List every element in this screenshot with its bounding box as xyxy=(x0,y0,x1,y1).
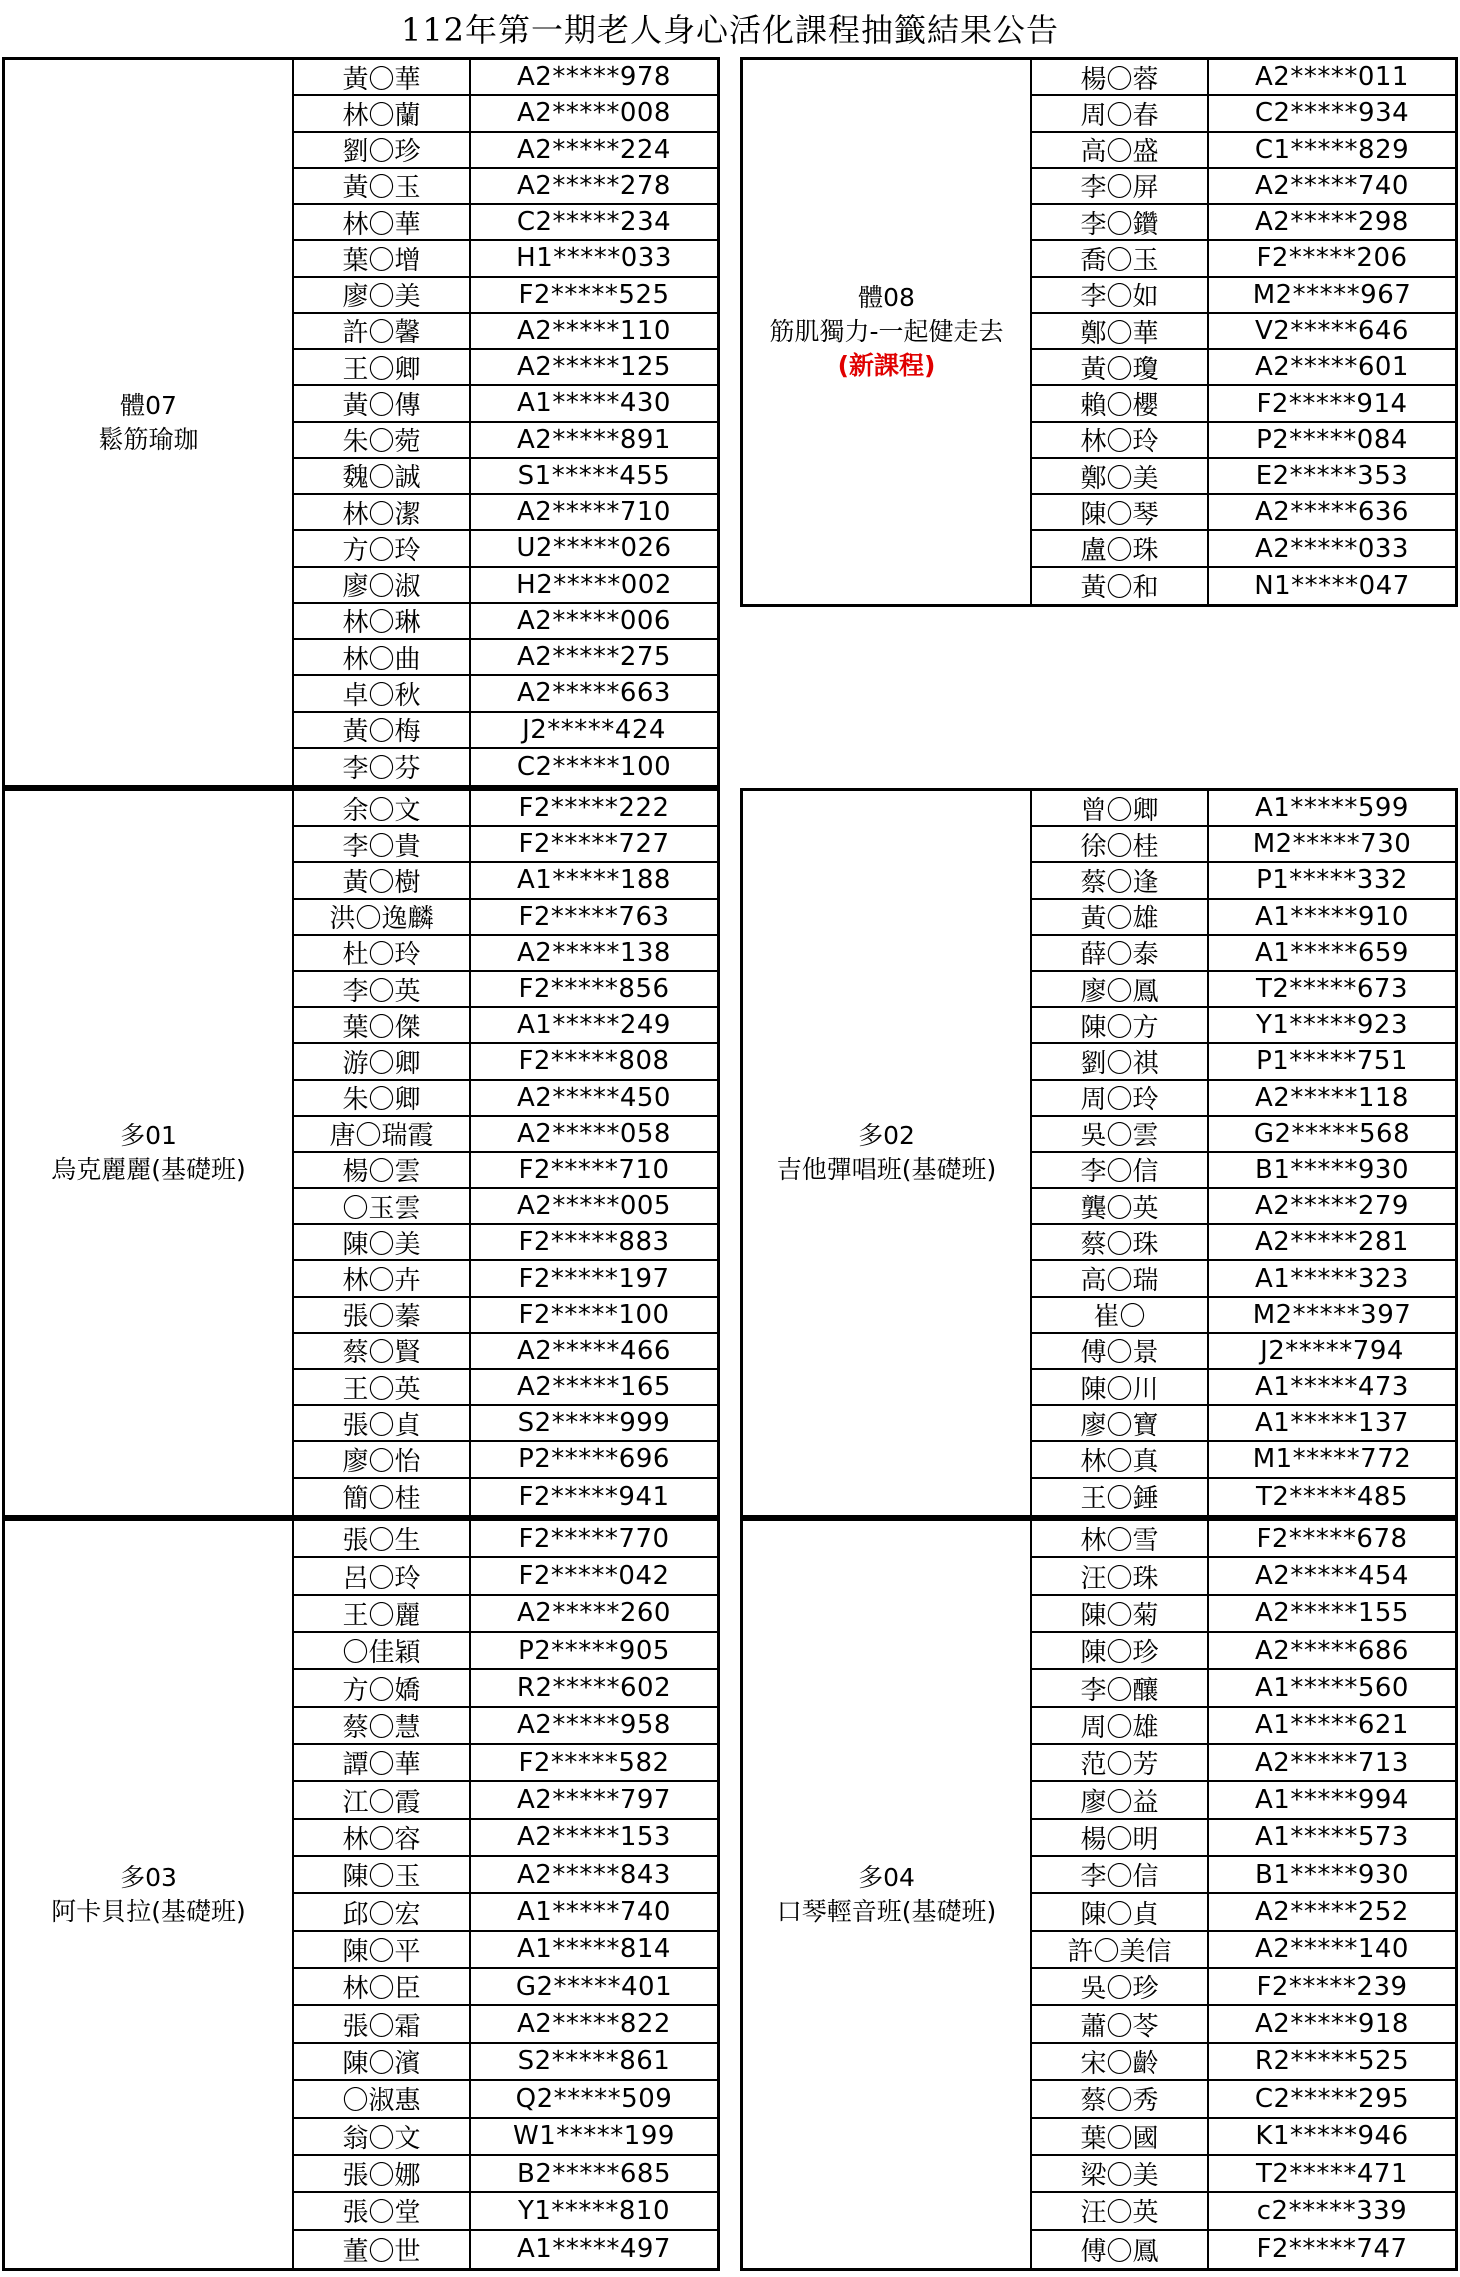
participant-id: R2*****602 xyxy=(471,1670,717,1707)
participant-id: A2*****140 xyxy=(1209,1932,1455,1969)
participant-name: 周〇春 xyxy=(1032,96,1207,132)
participant-name: 王〇英 xyxy=(294,1370,469,1406)
course-name: 口琴輕音班(基礎班) xyxy=(776,1896,997,1926)
participant-id: A1*****814 xyxy=(471,1932,717,1969)
course-label xyxy=(5,1521,294,2268)
participant-name: 方〇嬌 xyxy=(294,1670,469,1707)
participant-name: 張〇堂 xyxy=(294,2193,469,2230)
participant-name: 蔡〇賢 xyxy=(294,1334,469,1370)
participant-id: F2*****770 xyxy=(471,1521,717,1558)
id-column xyxy=(471,60,717,785)
participant-id: R2*****525 xyxy=(1209,2044,1455,2081)
participant-id: A2*****006 xyxy=(471,604,717,640)
participant-name: 林〇卉 xyxy=(294,1261,469,1297)
participant-name: 黃〇瓊 xyxy=(1032,350,1207,386)
participant-id: A2*****005 xyxy=(471,1189,717,1225)
participant-name: 朱〇卿 xyxy=(294,1081,469,1117)
participant-id: A2*****275 xyxy=(471,640,717,676)
participant-id: A1*****137 xyxy=(1209,1406,1455,1442)
participant-name: 劉〇祺 xyxy=(1032,1044,1207,1080)
participant-id: W1*****199 xyxy=(471,2119,717,2156)
participant-id: F2*****763 xyxy=(471,900,717,936)
participant-id: A2*****281 xyxy=(1209,1225,1455,1261)
participant-name: 劉〇珍 xyxy=(294,133,469,169)
participant-name: 李〇屏 xyxy=(1032,169,1207,205)
participant-name: 陳〇平 xyxy=(294,1932,469,1969)
participant-name: 張〇娜 xyxy=(294,2156,469,2193)
participant-id: N1*****047 xyxy=(1254,570,1410,601)
participant-name: 李〇芬 xyxy=(342,754,421,785)
participant-name: 林〇臣 xyxy=(294,1969,469,2006)
course-name: 鬆筋瑜珈 xyxy=(98,424,199,454)
course-name: 烏克麗麗(基礎班) xyxy=(51,1155,246,1184)
participant-name: 蔡〇秀 xyxy=(1032,2081,1207,2118)
participant-name: 蕭〇苓 xyxy=(1032,2006,1207,2043)
course-block xyxy=(740,57,1458,607)
participant-name: 徐〇桂 xyxy=(1032,827,1207,863)
participant-name: 唐〇瑞霞 xyxy=(294,1117,469,1153)
course-label xyxy=(5,791,294,1515)
participant-id: P1*****332 xyxy=(1209,863,1455,899)
participant-id: F2*****727 xyxy=(471,827,717,863)
participant-id: A2*****843 xyxy=(471,1857,717,1894)
course-block xyxy=(2,788,720,1518)
participant-name: 崔〇 xyxy=(1032,1298,1207,1334)
participant-name: 張〇蓁 xyxy=(294,1298,469,1334)
participant-id: A2*****601 xyxy=(1209,350,1455,386)
participant-name: 朱〇菀 xyxy=(294,423,469,459)
participant-name: 汪〇珠 xyxy=(1032,1558,1207,1595)
participant-name: 林〇容 xyxy=(294,1820,469,1857)
participant-name: 黃〇華 xyxy=(294,60,469,96)
participant-id: A2*****450 xyxy=(471,1081,717,1117)
participant-id: B1*****930 xyxy=(1209,1857,1455,1894)
course-label xyxy=(743,1521,1032,2268)
participant-name: 范〇芳 xyxy=(1032,1745,1207,1782)
participant-id: A2*****978 xyxy=(471,60,717,96)
participant-name: 陳〇美 xyxy=(294,1225,469,1261)
participant-name: 林〇曲 xyxy=(294,640,469,676)
participant-name: 廖〇怡 xyxy=(294,1442,469,1478)
participant-id: A2*****278 xyxy=(471,169,717,205)
participant-id: A2*****891 xyxy=(471,423,717,459)
participant-name: 李〇英 xyxy=(294,972,469,1008)
participant-id: C2*****295 xyxy=(1209,2081,1455,2118)
participant-name: 楊〇雲 xyxy=(294,1153,469,1189)
course-block xyxy=(2,57,720,788)
participant-name: 卓〇秋 xyxy=(294,676,469,712)
id-column xyxy=(1209,1521,1455,2268)
name-column xyxy=(294,791,471,1515)
participant-id: F2*****206 xyxy=(1209,241,1455,277)
participant-id: A1*****994 xyxy=(1209,1782,1455,1819)
participant-name: 蔡〇慧 xyxy=(294,1708,469,1745)
participant-id: A2*****118 xyxy=(1209,1081,1455,1117)
course-code: 多04 xyxy=(858,1862,915,1892)
participant-id: C2*****934 xyxy=(1209,96,1455,132)
page-title: 112年第一期老人身心活化課程抽籤結果公告 xyxy=(400,11,1060,49)
participant-id: A2*****058 xyxy=(471,1117,717,1153)
participant-name: 鄭〇華 xyxy=(1032,314,1207,350)
participant-name: 周〇雄 xyxy=(1032,1708,1207,1745)
participant-id: M2*****730 xyxy=(1209,827,1455,863)
participant-id: F2*****042 xyxy=(471,1558,717,1595)
participant-name: 薛〇泰 xyxy=(1032,936,1207,972)
participant-id: C2*****100 xyxy=(516,751,672,782)
participant-name: 翁〇文 xyxy=(294,2119,469,2156)
participant-id: F2*****239 xyxy=(1209,1969,1455,2006)
course-label xyxy=(743,60,1032,604)
participant-id: P2*****905 xyxy=(471,1633,717,1670)
participant-name: 邱〇宏 xyxy=(294,1894,469,1931)
participant-id: U2*****026 xyxy=(471,531,717,567)
participant-id: Y1*****923 xyxy=(1209,1008,1455,1044)
participant-id: A2*****466 xyxy=(471,1334,717,1370)
participant-name: 蔡〇逢 xyxy=(1032,863,1207,899)
participant-id: A1*****188 xyxy=(471,863,717,899)
course-block xyxy=(740,1518,1458,2271)
participant-name: 葉〇傑 xyxy=(294,1008,469,1044)
participant-id: F2*****197 xyxy=(471,1261,717,1297)
participant-id: S1*****455 xyxy=(471,459,717,495)
participant-id: A2*****165 xyxy=(471,1370,717,1406)
name-column xyxy=(1032,791,1209,1515)
participant-name: 廖〇益 xyxy=(1032,1782,1207,1819)
participant-id: F2*****222 xyxy=(471,791,717,827)
participant-name: 陳〇方 xyxy=(1032,1008,1207,1044)
participant-name: 陳〇玉 xyxy=(294,1857,469,1894)
participant-name: 〇玉雲 xyxy=(294,1189,469,1225)
participant-id: A1*****599 xyxy=(1209,791,1455,827)
participant-name: 洪〇逸麟 xyxy=(294,900,469,936)
participant-name: 廖〇鳳 xyxy=(1032,972,1207,1008)
participant-id: F2*****582 xyxy=(471,1745,717,1782)
participant-name: 宋〇齡 xyxy=(1032,2044,1207,2081)
participant-id: A2*****224 xyxy=(471,133,717,169)
participant-name: 李〇信 xyxy=(1032,1153,1207,1189)
participant-name: 曾〇卿 xyxy=(1032,791,1207,827)
participant-id: F2*****883 xyxy=(471,1225,717,1261)
participant-id: M2*****967 xyxy=(1209,278,1455,314)
participant-id: A2*****822 xyxy=(471,2006,717,2043)
participant-name: 龔〇英 xyxy=(1032,1189,1207,1225)
participant-name: 蔡〇珠 xyxy=(1032,1225,1207,1261)
participant-id: A2*****663 xyxy=(471,676,717,712)
participant-id: A2*****918 xyxy=(1209,2006,1455,2043)
participant-name: 王〇錘 xyxy=(1080,1484,1159,1515)
participant-id: F2*****525 xyxy=(471,278,717,314)
participant-id: F2*****856 xyxy=(471,972,717,1008)
participant-name: 吳〇珍 xyxy=(1032,1969,1207,2006)
participant-name: 黃〇玉 xyxy=(294,169,469,205)
name-column xyxy=(294,60,471,785)
participant-id: A1*****910 xyxy=(1209,900,1455,936)
participant-name: 高〇盛 xyxy=(1032,133,1207,169)
participant-name: 張〇霜 xyxy=(294,2006,469,2043)
course-block xyxy=(740,788,1458,1518)
participant-name: 吳〇雲 xyxy=(1032,1117,1207,1153)
participant-name: 葉〇增 xyxy=(294,241,469,277)
participant-id: S2*****861 xyxy=(471,2044,717,2081)
participant-name: 葉〇國 xyxy=(1032,2119,1207,2156)
participant-id: A2*****279 xyxy=(1209,1189,1455,1225)
participant-id: M1*****772 xyxy=(1209,1442,1455,1478)
participant-name: 王〇卿 xyxy=(294,350,469,386)
participant-name: 喬〇玉 xyxy=(1032,241,1207,277)
participant-name: 〇佳穎 xyxy=(294,1633,469,1670)
participant-name: 江〇霞 xyxy=(294,1782,469,1819)
participant-name: 譚〇華 xyxy=(294,1745,469,1782)
participant-id: P1*****751 xyxy=(1209,1044,1455,1080)
participant-id: G2*****568 xyxy=(1209,1117,1455,1153)
participant-name: 陳〇珍 xyxy=(1032,1633,1207,1670)
participant-id: A1*****740 xyxy=(471,1894,717,1931)
participant-name: 梁〇美 xyxy=(1032,2156,1207,2193)
participant-id: A2*****153 xyxy=(471,1820,717,1857)
participant-id: A2*****260 xyxy=(471,1596,717,1633)
participant-name: 許〇美信 xyxy=(1032,1932,1207,1969)
participant-id: F2*****100 xyxy=(471,1298,717,1334)
participant-name: 汪〇英 xyxy=(1032,2193,1207,2230)
id-column xyxy=(471,791,717,1515)
participant-name: 許〇馨 xyxy=(294,314,469,350)
participant-name: 黃〇和 xyxy=(1080,573,1159,604)
participant-id: F2*****808 xyxy=(471,1044,717,1080)
participant-id: A1*****323 xyxy=(1209,1261,1455,1297)
participant-id: V2*****646 xyxy=(1209,314,1455,350)
id-column xyxy=(1209,791,1455,1515)
participant-name: 〇淑惠 xyxy=(294,2081,469,2118)
name-column xyxy=(1032,60,1209,604)
participant-id: T2*****485 xyxy=(1255,1481,1409,1512)
participant-id: C2*****234 xyxy=(471,205,717,241)
participant-name: 陳〇菊 xyxy=(1032,1596,1207,1633)
participant-name: 鄭〇美 xyxy=(1032,459,1207,495)
participant-name: 李〇貴 xyxy=(294,827,469,863)
participant-id: H2*****002 xyxy=(471,568,717,604)
participant-id: A1*****560 xyxy=(1209,1670,1455,1707)
participant-name: 方〇玲 xyxy=(294,531,469,567)
participant-id: J2*****794 xyxy=(1209,1334,1455,1370)
participant-name: 廖〇美 xyxy=(294,278,469,314)
participant-id: A2*****110 xyxy=(471,314,717,350)
course-code: 體07 xyxy=(120,390,177,420)
participant-name: 余〇文 xyxy=(294,791,469,827)
course-block xyxy=(2,1518,720,2271)
participant-id: A1*****573 xyxy=(1209,1820,1455,1857)
participant-id: T2*****673 xyxy=(1209,972,1455,1008)
participant-id: c2*****339 xyxy=(1209,2193,1455,2230)
participant-name: 簡〇桂 xyxy=(342,1484,421,1515)
participant-name: 賴〇櫻 xyxy=(1032,386,1207,422)
participant-name: 李〇信 xyxy=(1032,1857,1207,1894)
course-code: 多03 xyxy=(120,1862,177,1892)
participant-name: 李〇如 xyxy=(1032,278,1207,314)
participant-id: P2*****696 xyxy=(471,1442,717,1478)
participant-id: A2*****710 xyxy=(471,495,717,531)
participant-name: 李〇釀 xyxy=(1032,1670,1207,1707)
id-column xyxy=(1209,60,1455,604)
participant-id: F2*****747 xyxy=(1256,2234,1408,2265)
participant-name: 林〇潔 xyxy=(294,495,469,531)
participant-id: A2*****740 xyxy=(1209,169,1455,205)
participant-name: 盧〇珠 xyxy=(1032,531,1207,567)
participant-name: 李〇鑽 xyxy=(1032,205,1207,241)
participant-id: A2*****454 xyxy=(1209,1558,1455,1595)
participant-id: A2*****252 xyxy=(1209,1894,1455,1931)
participant-id: Q2*****509 xyxy=(471,2081,717,2118)
participant-name: 傅〇鳳 xyxy=(1080,2236,1159,2267)
participant-id: A2*****686 xyxy=(1209,1633,1455,1670)
course-label xyxy=(743,791,1032,1515)
course-code: 多02 xyxy=(858,1121,915,1150)
participant-name: 楊〇明 xyxy=(1032,1820,1207,1857)
participant-id: A1*****497 xyxy=(517,2234,671,2265)
id-column xyxy=(471,1521,717,2268)
participant-name: 周〇玲 xyxy=(1032,1081,1207,1117)
name-column xyxy=(294,1521,471,2268)
participant-id: A2*****125 xyxy=(471,350,717,386)
participant-id: E2*****353 xyxy=(1209,459,1455,495)
course-label xyxy=(5,60,294,785)
participant-name: 林〇華 xyxy=(294,205,469,241)
participant-id: P2*****084 xyxy=(1209,423,1455,459)
participant-name: 黃〇傳 xyxy=(294,386,469,422)
participant-id: S2*****999 xyxy=(471,1406,717,1442)
participant-id: K1*****946 xyxy=(1209,2119,1455,2156)
participant-id: F2*****678 xyxy=(1209,1521,1455,1558)
participant-id: Y1*****810 xyxy=(471,2193,717,2230)
participant-id: A1*****473 xyxy=(1209,1370,1455,1406)
course-name: 筋肌獨力-一起健走去 xyxy=(769,317,1004,346)
participant-name: 楊〇蓉 xyxy=(1032,60,1207,96)
participant-name: 黃〇雄 xyxy=(1032,900,1207,936)
participant-name: 董〇世 xyxy=(342,2236,421,2267)
participant-id: A2*****138 xyxy=(471,936,717,972)
participant-name: 傅〇景 xyxy=(1032,1334,1207,1370)
participant-id: A2*****636 xyxy=(1209,495,1455,531)
participant-id: A1*****659 xyxy=(1209,936,1455,972)
participant-name: 林〇蘭 xyxy=(294,96,469,132)
course-name: 阿卡貝拉(基礎班) xyxy=(51,1896,246,1926)
participant-id: H1*****033 xyxy=(471,241,717,277)
participant-name: 林〇真 xyxy=(1032,1442,1207,1478)
participant-id: C1*****829 xyxy=(1209,133,1455,169)
participant-name: 林〇琳 xyxy=(294,604,469,640)
participant-name: 杜〇玲 xyxy=(294,936,469,972)
participant-name: 王〇麗 xyxy=(294,1596,469,1633)
course-name: 吉他彈唱班(基礎班) xyxy=(776,1155,997,1184)
participant-id: A2*****033 xyxy=(1209,531,1455,567)
participant-id: A1*****249 xyxy=(471,1008,717,1044)
participant-id: J2*****424 xyxy=(471,713,717,749)
course-code: 多01 xyxy=(120,1121,177,1150)
course-code: 體08 xyxy=(858,283,915,312)
participant-name: 林〇玲 xyxy=(1032,423,1207,459)
participant-id: G2*****401 xyxy=(471,1969,717,2006)
participant-name: 魏〇誠 xyxy=(294,459,469,495)
participant-name: 陳〇琴 xyxy=(1032,495,1207,531)
participant-name: 林〇雪 xyxy=(1032,1521,1207,1558)
participant-id: A2*****958 xyxy=(471,1708,717,1745)
participant-name: 游〇卿 xyxy=(294,1044,469,1080)
participant-name: 張〇貞 xyxy=(294,1406,469,1442)
participant-id: A2*****155 xyxy=(1209,1596,1455,1633)
participant-name: 陳〇川 xyxy=(1032,1370,1207,1406)
participant-name: 高〇瑞 xyxy=(1032,1261,1207,1297)
participant-name: 廖〇淑 xyxy=(294,568,469,604)
participant-id: A1*****430 xyxy=(471,386,717,422)
participant-id: T2*****471 xyxy=(1209,2156,1455,2193)
participant-id: A2*****713 xyxy=(1209,1745,1455,1782)
participant-id: F2*****941 xyxy=(518,1481,670,1512)
participant-id: A2*****298 xyxy=(1209,205,1455,241)
participant-id: A2*****011 xyxy=(1209,60,1455,96)
participant-id: A2*****797 xyxy=(471,1782,717,1819)
participant-id: A1*****621 xyxy=(1209,1708,1455,1745)
participant-name: 呂〇玲 xyxy=(294,1558,469,1595)
participant-name: 陳〇貞 xyxy=(1032,1894,1207,1931)
participant-id: B1*****930 xyxy=(1209,1153,1455,1189)
participant-id: F2*****914 xyxy=(1209,386,1455,422)
participant-id: B2*****685 xyxy=(471,2156,717,2193)
participant-id: A2*****008 xyxy=(471,96,717,132)
name-column xyxy=(1032,1521,1209,2268)
participant-name: 廖〇寶 xyxy=(1032,1406,1207,1442)
participant-name: 黃〇樹 xyxy=(294,863,469,899)
participant-id: F2*****710 xyxy=(471,1153,717,1189)
new-course-note: (新課程) xyxy=(837,351,936,380)
participant-id: M2*****397 xyxy=(1209,1298,1455,1334)
participant-name: 張〇生 xyxy=(294,1521,469,1558)
participant-name: 陳〇濱 xyxy=(294,2044,469,2081)
participant-name: 黃〇梅 xyxy=(294,713,469,749)
